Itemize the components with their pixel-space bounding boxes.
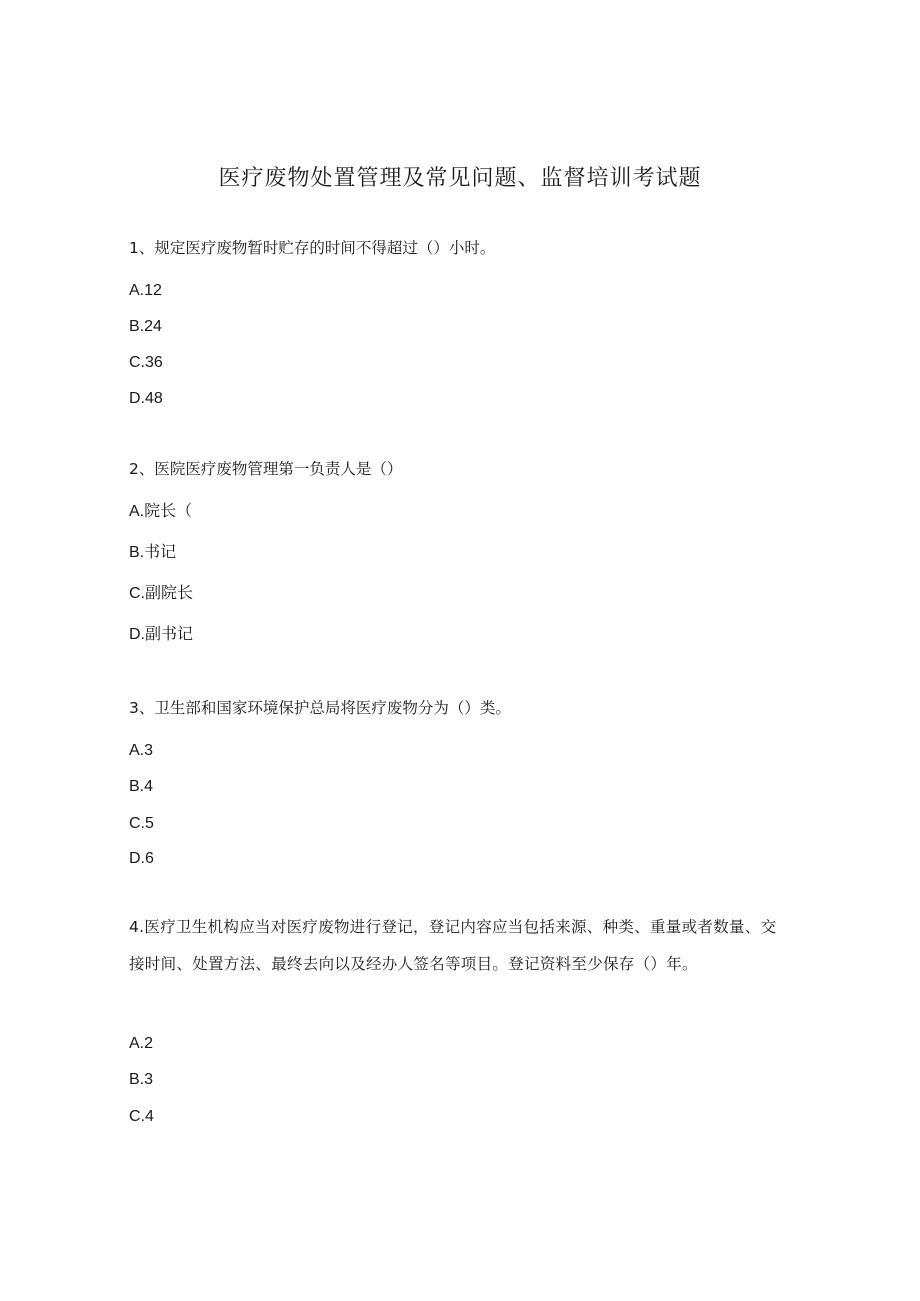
question-1-option-d: D.48 xyxy=(129,390,163,407)
question-1-text: 1、规定医疗废物暂时贮存的时间不得超过（）小时。 xyxy=(129,239,496,257)
question-4-text: 4.医疗卫生机构应当对医疗废物进行登记，登记内容应当包括来源、种类、重量或者数量、交接时间、处置方法、最终去向以及经办人签名等项目。登记资料至少保存（）年。 xyxy=(129,918,777,973)
question-3-option-c: C.5 xyxy=(129,815,154,832)
question-2-option-c: C.副院长 xyxy=(129,585,194,602)
question-3-option-b: B.4 xyxy=(129,778,154,795)
question-3-option-d: D.6 xyxy=(129,850,154,867)
question-4-option-b: B.3 xyxy=(129,1071,154,1088)
question-3-option-a: A.3 xyxy=(129,742,154,759)
question-2-option-a: A.院长（ xyxy=(129,503,193,520)
question-1-option-c: C.36 xyxy=(129,354,163,371)
document-title: 医疗废物处置管理及常见问题、监督培训考试题 xyxy=(218,166,702,191)
question-1-option-b: B.24 xyxy=(129,318,162,335)
question-1-option-a: A.12 xyxy=(129,282,162,299)
question-2-text: 2、医院医疗废物管理第一负责人是（） xyxy=(129,460,403,478)
question-3-text: 3、卫生部和国家环境保护总局将医疗废物分为（）类。 xyxy=(129,699,511,717)
question-4-option-c: C.4 xyxy=(129,1108,154,1125)
question-2-option-b: B.书记 xyxy=(129,544,177,561)
question-2-option-d: D.副书记 xyxy=(129,626,194,643)
question-4-option-a: A.2 xyxy=(129,1035,154,1052)
